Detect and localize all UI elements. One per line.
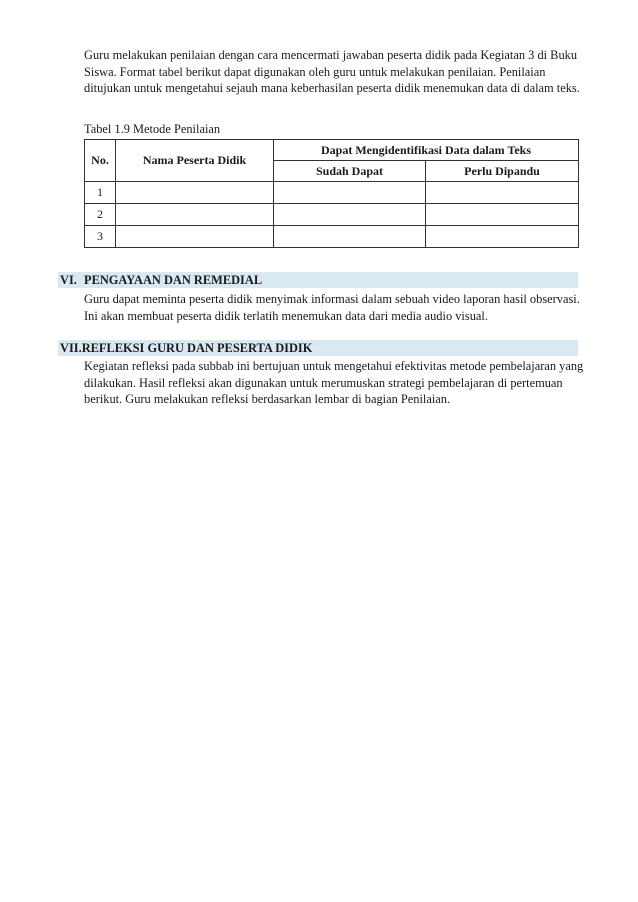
cell-perlu-dipandu [426,204,579,226]
section-body-reflection: Kegiatan refleksi pada subbab ini bertujuan untuk mengetahui efektivitas metode pembelajaran yang dilakukan. Hasil refleksi akan digunakan untuk merumuskan strategi pembelajaran di pertemuan berikut. Guru melakukan refleksi berdasarkan lembar di bagian Penilaian. [84,359,584,407]
header-perlu-dipandu: Perlu Dipandu [426,161,579,182]
table-row [85,182,579,204]
cell-sudah-dapat [274,204,426,226]
header-identify-data: Dapat Mengidentifikasi Data dalam Teks [274,140,579,161]
row-number: 3 [85,226,116,248]
table-row [85,226,579,248]
section-number: VII. [60,341,82,355]
header-sudah-dapat: Sudah Dapat [274,161,426,182]
cell-sudah-dapat [274,226,426,248]
section-title: PENGAYAAN DAN REMEDIAL [84,273,263,287]
cell-sudah-dapat [274,182,426,204]
table-caption: Tabel 1.9 Metode Penilaian [84,122,221,136]
cell-name [116,182,274,204]
table-row [85,204,579,226]
row-number: 2 [85,204,116,226]
cell-name [116,204,274,226]
section-heading-enrichment [60,272,262,288]
section-title: REFLEKSI GURU DAN PESERTA DIDIK [81,341,313,355]
assessment-table [84,139,579,248]
row-number: 1 [85,182,116,204]
cell-name [116,226,274,248]
section-body-enrichment: Guru dapat meminta peserta didik menyimak informasi dalam sebuah video laporan hasil observasi. Ini akan membuat peserta didik terlatih menemukan data dari media audio visual. [84,292,580,323]
header-no: No. [85,140,116,182]
section-heading-reflection [60,340,312,356]
section-number: VI. [60,273,77,287]
intro-paragraph: Guru melakukan penilaian dengan cara mencermati jawaban peserta didik pada Kegiatan 3 di Buku Siswa. Format tabel berikut dapat digunakan oleh guru untuk melakukan penilaian. Penilaian ditujukan untuk mengetahui sejauh mana keberhasilan peserta didik menemukan data di dalam teks. [84,48,580,96]
cell-perlu-dipandu [426,182,579,204]
header-name: Nama Peserta Didik [116,140,274,182]
cell-perlu-dipandu [426,226,579,248]
